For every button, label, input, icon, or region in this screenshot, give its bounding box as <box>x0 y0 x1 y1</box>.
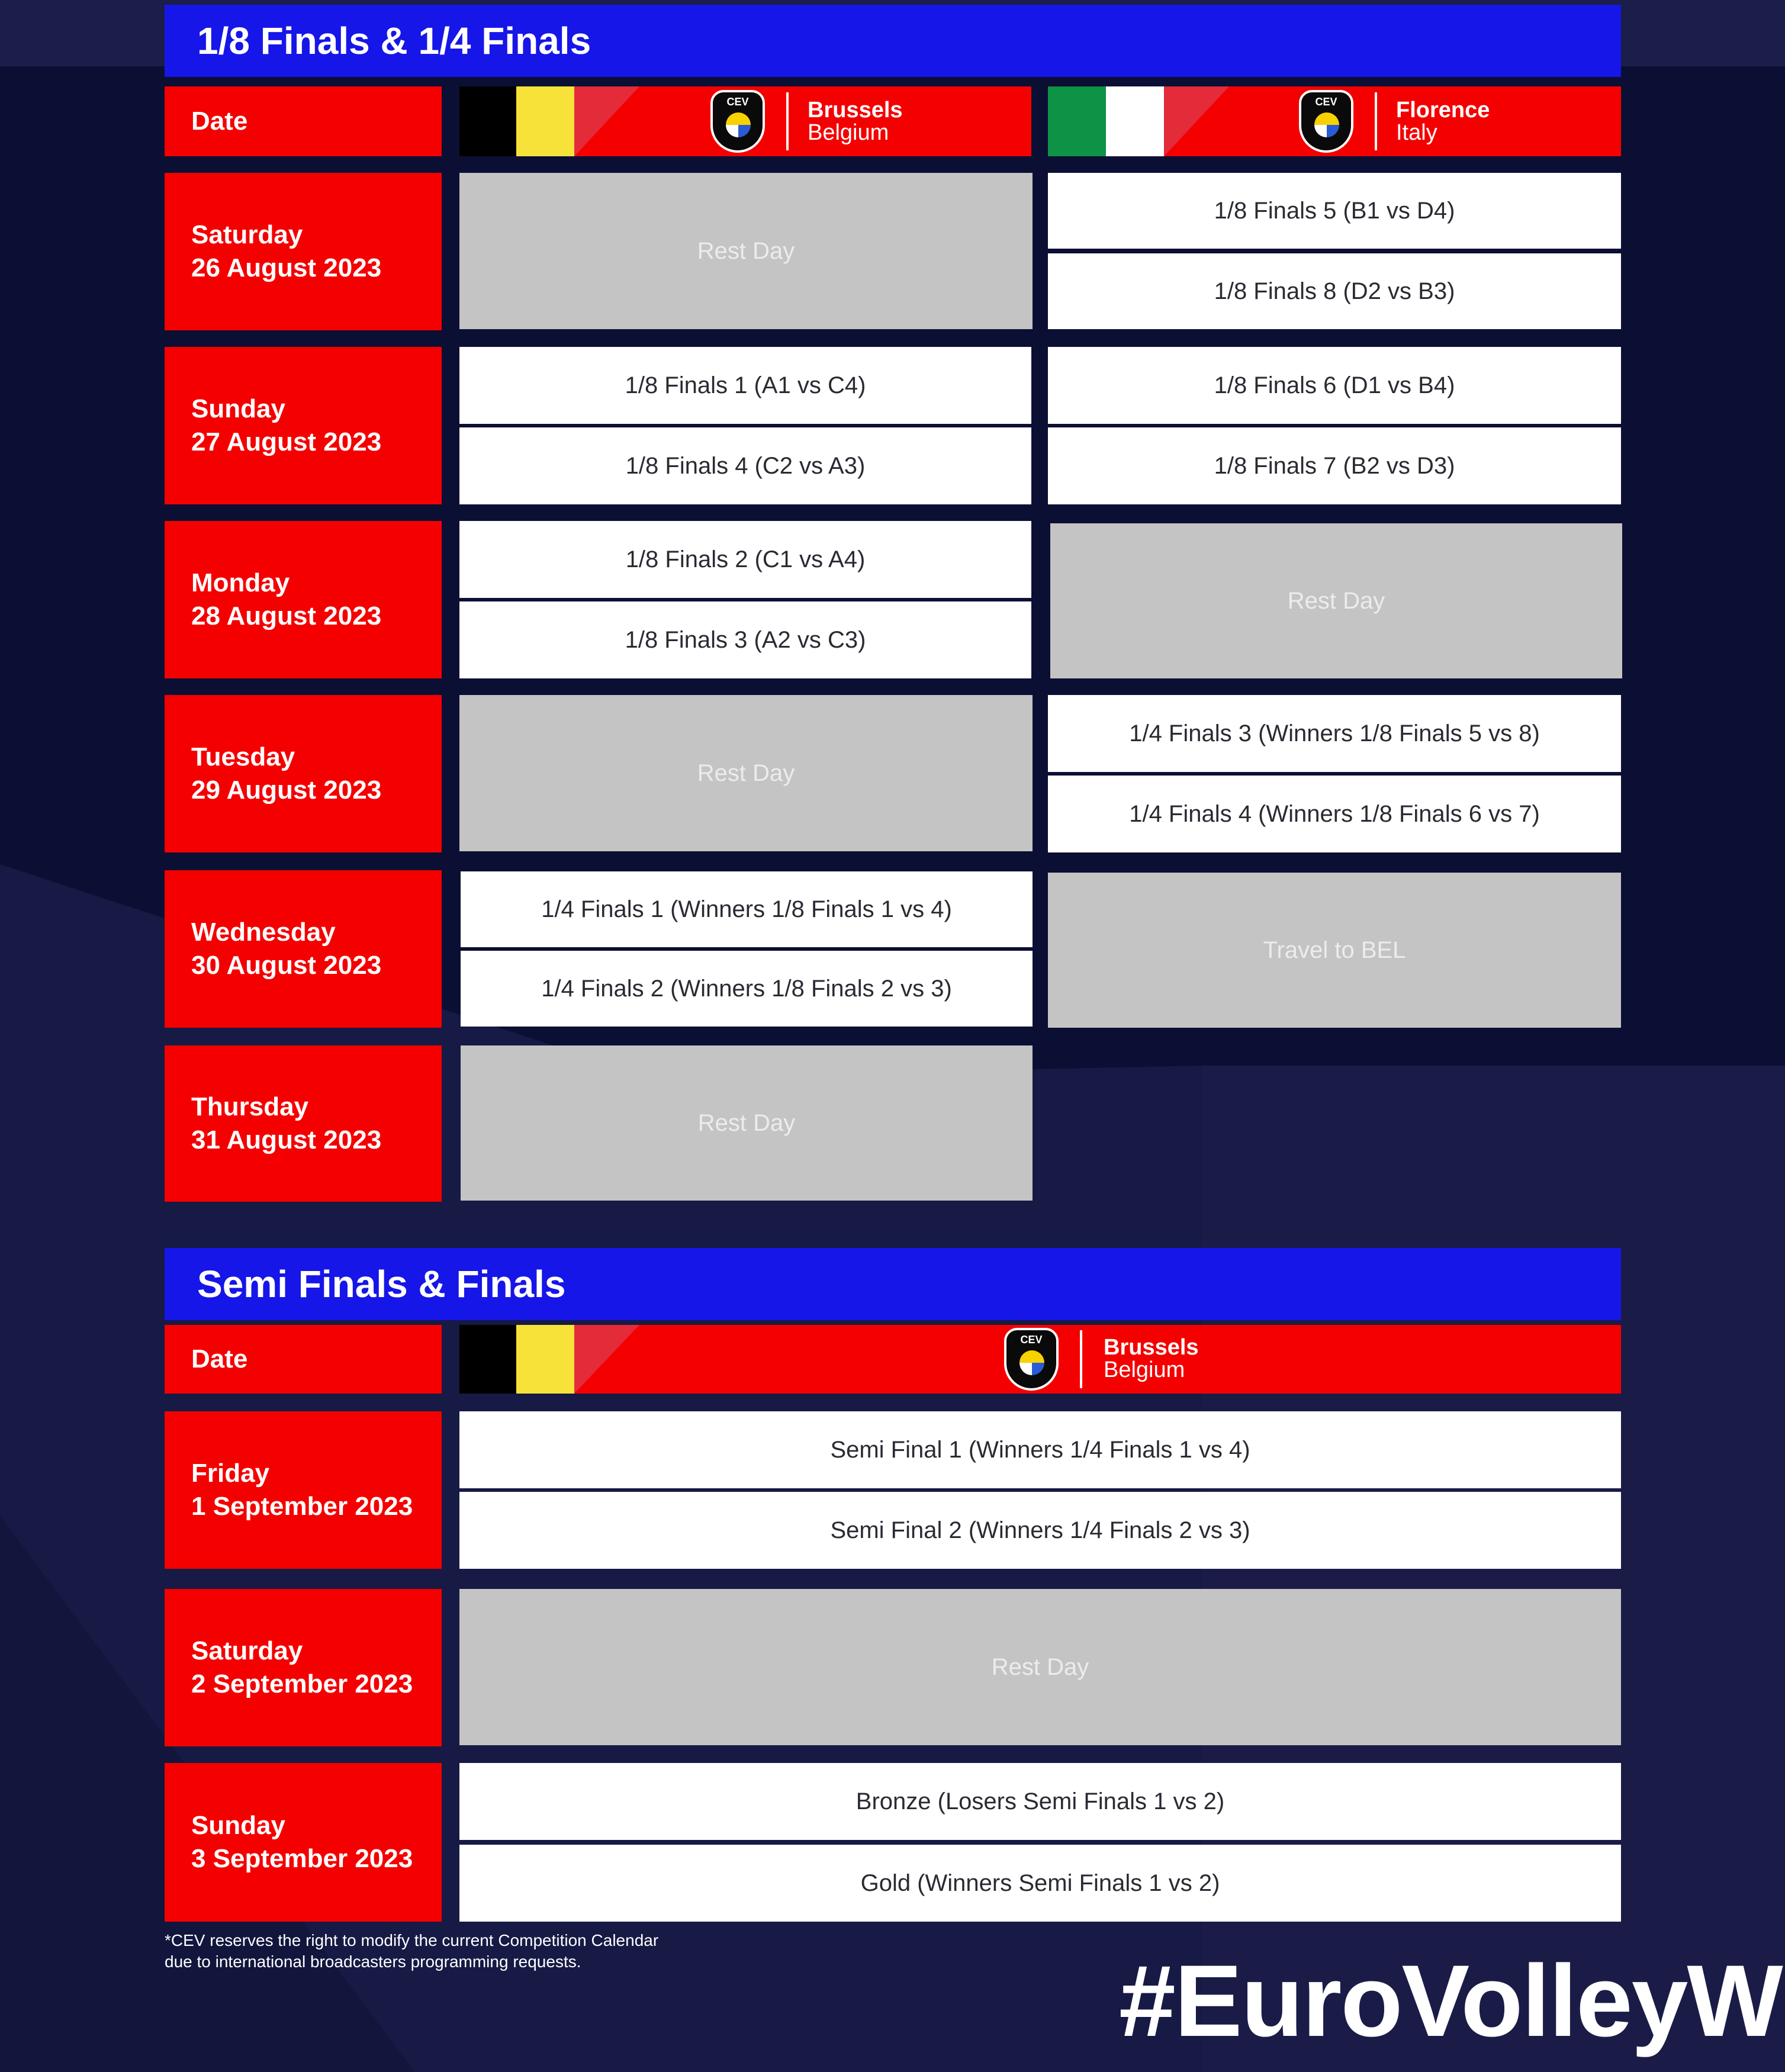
italy-flag-white <box>1106 86 1164 156</box>
day-date: 30 August 2023 <box>191 951 382 980</box>
day-date: 27 August 2023 <box>191 427 382 456</box>
match-cell: Semi Final 2 (Winners 1/4 Finals 2 vs 3) <box>459 1492 1621 1569</box>
flag-stripe-red <box>574 86 639 156</box>
match-cell: 1/4 Finals 3 (Winners 1/8 Finals 5 vs 8) <box>1048 695 1621 772</box>
venue-country: Belgium <box>1104 1357 1185 1382</box>
match-cell: 1/8 Finals 2 (C1 vs A4) <box>459 521 1031 598</box>
day-date: 28 August 2023 <box>191 601 382 630</box>
match-cell: 1/8 Finals 6 (D1 vs B4) <box>1048 347 1621 424</box>
footnote-line: due to international broadcasters programming requests. <box>165 1952 581 1971</box>
rest-day-cell: Rest Day <box>459 173 1033 329</box>
date-cell <box>165 521 442 678</box>
venue-country: Belgium <box>808 120 889 145</box>
belgium-flag-icon <box>459 86 516 156</box>
rest-day-cell: Rest Day <box>459 1589 1621 1745</box>
date-cell <box>165 870 442 1028</box>
rest-day-cell: Rest Day <box>459 695 1033 851</box>
match-cell: 1/8 Finals 3 (A2 vs C3) <box>459 601 1031 678</box>
section-title-eighth-quarter: 1/8 Finals & 1/4 Finals <box>165 5 1621 77</box>
belgium-flag-icon <box>459 1325 516 1394</box>
match-cell: Bronze (Losers Semi Finals 1 vs 2) <box>459 1763 1621 1840</box>
date-cell <box>165 1589 442 1746</box>
venue-divider <box>1375 92 1377 150</box>
date-header: Date <box>165 86 442 156</box>
venue-divider <box>1080 1330 1082 1388</box>
date-cell <box>165 695 442 852</box>
day-name: Tuesday <box>191 742 295 771</box>
date-cell <box>165 1411 442 1569</box>
match-cell: 1/4 Finals 2 (Winners 1/8 Finals 2 vs 3) <box>461 951 1033 1027</box>
day-date: 26 August 2023 <box>191 253 382 282</box>
day-date: 1 September 2023 <box>191 1492 413 1521</box>
footnote-line: *CEV reserves the right to modify the current Competition Calendar <box>165 1931 659 1949</box>
day-name: Sunday <box>191 394 285 423</box>
day-date: 3 September 2023 <box>191 1844 413 1873</box>
belgium-flag-yellow <box>516 1325 574 1394</box>
day-name: Saturday <box>191 220 303 249</box>
date-cell <box>165 347 442 504</box>
venue-city: Florence <box>1396 98 1490 123</box>
venue-city: Brussels <box>1104 1335 1199 1360</box>
day-name: Wednesday <box>191 918 336 947</box>
match-cell: 1/8 Finals 8 (D2 vs B3) <box>1048 253 1621 329</box>
day-name: Monday <box>191 568 290 597</box>
belgium-flag-yellow <box>516 86 574 156</box>
venue-divider <box>786 92 789 150</box>
match-cell: 1/8 Finals 4 (C2 vs A3) <box>459 427 1031 504</box>
hashtag-eurovolleyw: #EuroVolleyW <box>1119 1944 1782 2058</box>
flag-stripe-red <box>574 1325 639 1394</box>
venue-header-florence <box>1048 86 1621 156</box>
venue-country: Italy <box>1396 120 1437 145</box>
day-name: Friday <box>191 1459 270 1488</box>
italy-flag-icon <box>1048 86 1106 156</box>
match-cell: 1/4 Finals 1 (Winners 1/8 Finals 1 vs 4) <box>461 871 1033 947</box>
date-cell <box>165 1045 442 1202</box>
cev-logo: CEV <box>1004 1328 1059 1391</box>
cev-logo: CEV <box>710 90 765 153</box>
day-date: 2 September 2023 <box>191 1669 413 1698</box>
footnote <box>165 1930 816 1973</box>
rest-day-cell: Rest Day <box>1050 523 1622 678</box>
date-header: Date <box>165 1325 442 1394</box>
date-cell <box>165 173 442 330</box>
day-date: 29 August 2023 <box>191 776 382 805</box>
match-cell: 1/8 Finals 7 (B2 vs D3) <box>1048 427 1621 504</box>
section-title-semi-finals: Semi Finals & Finals <box>165 1248 1621 1320</box>
day-name: Thursday <box>191 1092 309 1121</box>
day-name: Sunday <box>191 1811 285 1840</box>
cev-logo: CEV <box>1299 90 1353 153</box>
date-cell <box>165 1763 442 1922</box>
travel-day-cell: Travel to BEL <box>1048 873 1621 1028</box>
venue-header-brussels-finals <box>459 1325 1621 1394</box>
rest-day-cell: Rest Day <box>461 1045 1033 1201</box>
venue-city: Brussels <box>808 98 903 123</box>
match-cell: Gold (Winners Semi Finals 1 vs 2) <box>459 1845 1621 1922</box>
venue-header-brussels <box>459 86 1031 156</box>
match-cell: 1/8 Finals 5 (B1 vs D4) <box>1048 173 1621 249</box>
match-cell: 1/8 Finals 1 (A1 vs C4) <box>459 347 1031 424</box>
day-name: Saturday <box>191 1636 303 1665</box>
match-cell: 1/4 Finals 4 (Winners 1/8 Finals 6 vs 7) <box>1048 776 1621 852</box>
match-cell: Semi Final 1 (Winners 1/4 Finals 1 vs 4) <box>459 1411 1621 1488</box>
day-date: 31 August 2023 <box>191 1125 382 1154</box>
flag-stripe-red <box>1164 86 1229 156</box>
